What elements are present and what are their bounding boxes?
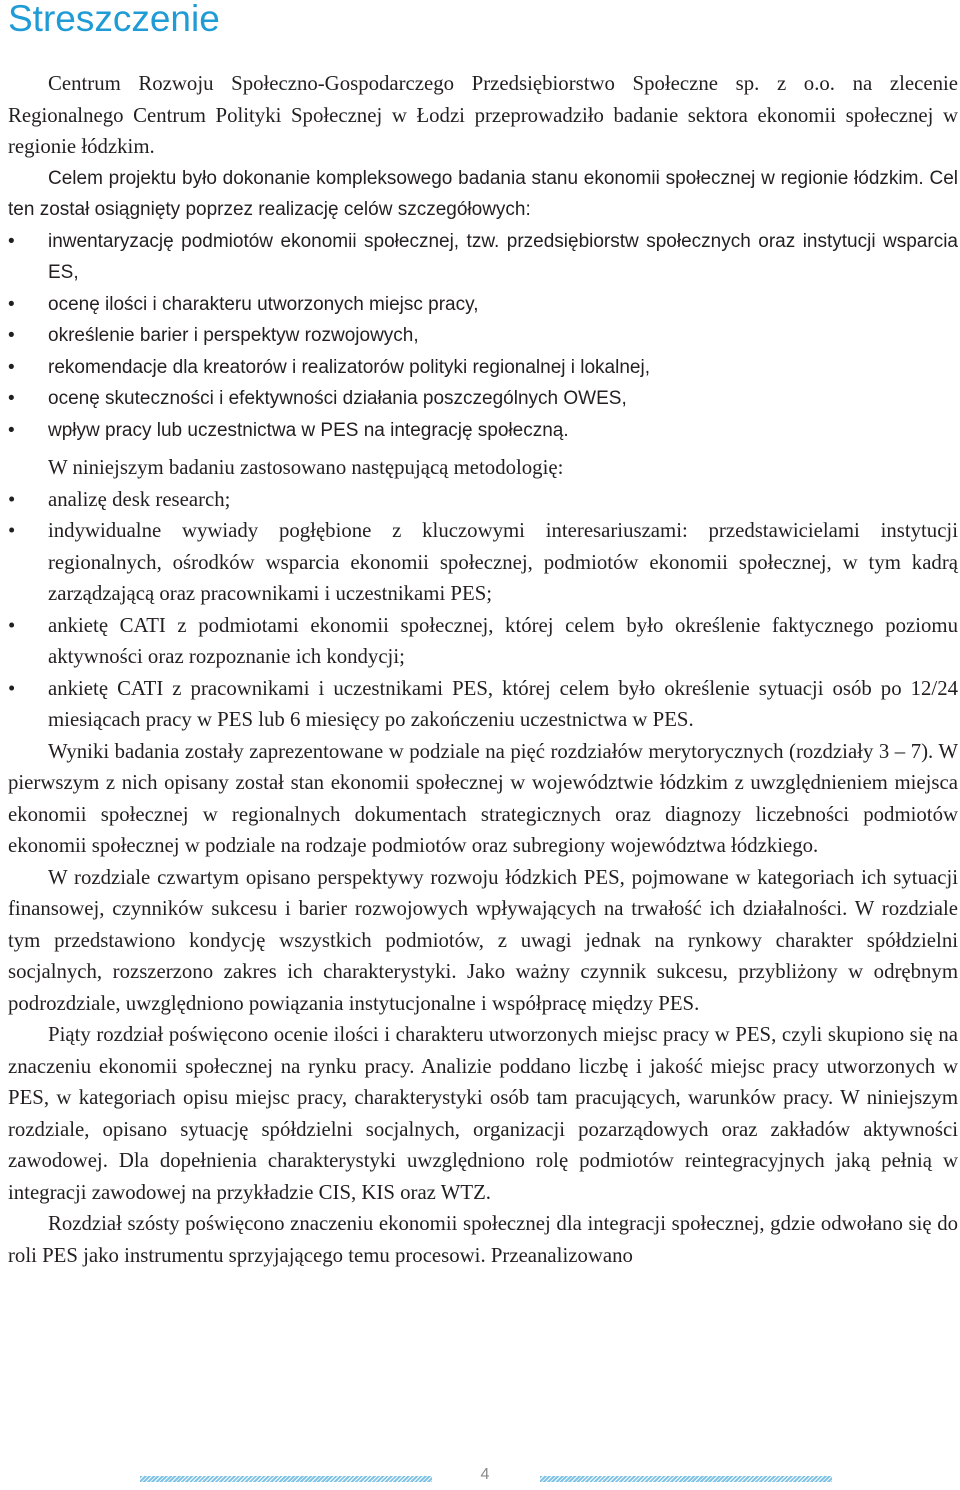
goals-list — [8, 226, 958, 447]
goal-paragraph: Celem projektu było dokonanie kompleksowego badania stanu ekonomii społecznej w regionie łódzkim. Cel ten został osiągnięty poprzez realizację celów szczegółowych: — [8, 167, 958, 220]
list-item: • wpływ pracy lub uczestnictwa w PES na integrację społeczną. — [8, 415, 958, 447]
footer-rule-right — [540, 1476, 832, 1482]
list-item: • ankietę CATI z pracownikami i uczestnikami PES, której celem było określenie sytuacji osób po 12/24 miesiącach pracy w PES lub 6 miesięcy po zakończeniu uczestnictwa w PES. — [8, 673, 958, 736]
page-title: Streszczenie — [8, 0, 220, 39]
list-item: • ocenę ilości i charakteru utworzonych miejsc pracy, — [8, 289, 958, 321]
list-item: • określenie barier i perspektyw rozwojowych, — [8, 320, 958, 352]
list-item: • ankietę CATI z podmiotami ekonomii społecznej, której celem było określenie faktycznego poziomu aktywności oraz rozpoznanie ich kondycji; — [8, 610, 958, 673]
method-intro: W niniejszym badaniu zastosowano następującą metodologię: — [48, 456, 564, 479]
page-footer — [0, 1466, 960, 1490]
list-item: • rekomendacje dla kreatorów i realizatorów polityki regionalnej i lokalnej, — [8, 352, 958, 384]
list-item: • indywidualne wywiady pogłębione z kluczowymi interesariuszami: przedstawicielami instytucji regionalnych, ośrodków wsparcia ekonomii społecznej, podmiotów ekonomii społecznej, w tym kadrą zarządzającą oraz pracownikami i uczestnikami PES; — [8, 515, 958, 610]
list-item: • ocenę skuteczności i efektywności działania poszczególnych OWES, — [8, 383, 958, 415]
chapter-six-paragraph: Rozdział szósty poświęcono znaczeniu ekonomii społecznej dla integracji społecznej, gdzie odwołano się do roli PES jako instrumentu sprzyjającego temu procesowi. Przeanalizowano — [8, 1212, 958, 1267]
list-item: • analizę desk research; — [8, 484, 958, 516]
body-text — [8, 68, 958, 1271]
chapter-five-paragraph: Piąty rozdział poświęcono ocenie ilości i charakteru utworzonych miejsc pracy w PES, czyli skupiono się na znaczeniu ekonomii społecznej na rynku pracy. Analizie poddano liczbę i jakość miejsc pracy utworzonych w PES, w kategoriach opisu miejsc pracy, charakterystyki osób tam pracujących, warunków pracy. W niniejszym rozdziale, opisano sytuację spółdzielni socjalnych, organizacji pozarządowych oraz zakładów aktywności zawodowej. Dla dopełnienia charakterystyki uwzględniono rolę podmiotów reintegracyjnych jaką pełnią w integracji zawodowej na przykładzie CIS, KIS oraz WTZ. — [8, 1023, 958, 1204]
results-paragraph: Wyniki badania zostały zaprezentowane w podziale na pięć rozdziałów merytorycznych (rozdziały 3 – 7). W pierwszym z nich opisany został stan ekonomii społecznej w województwie łódzkim z uwzględnieniem miejsca ekonomii społecznej w regionalnych dokumentach strategicznych oraz diagnozy liczebności podmiotów ekonomii społecznej w podziale na rodzaje podmiotów oraz subregiony województwa łódzkiego. — [8, 739, 958, 857]
footer-rule-left — [140, 1476, 432, 1482]
intro-paragraph: Centrum Rozwoju Społeczno-Gospodarczego Przedsiębiorstwo Społeczne sp. z o.o. na zlecenie Regionalnego Centrum Polityki Społecznej w Łodzi przeprowadziło badanie sektora ekonomii społecznej w regionie łódzkim. — [8, 72, 958, 158]
page-number: 4 — [480, 1466, 490, 1483]
method-list — [8, 484, 958, 736]
chapter-four-paragraph: W rozdziale czwartym opisano perspektywy rozwoju łódzkich PES, pojmowane w kategoriach ich sytuacji finansowej, czynników sukcesu i barier rozwojowych wpływających na trwałość ich działalności. W rozdziale tym przedstawiono kondycję wszystkich podmiotów, z uwagi jednak na rynkowy charakter spółdzielni socjalnych, rozszerzono zakres ich charakterystyki. Jako ważny czynnik sukcesu, przybliżony w odrębnym podrozdziale, uwzględniono powiązania instytucjonalne i współpracę między PES. — [8, 865, 958, 1015]
list-item: • inwentaryzację podmiotów ekonomii społecznej, tzw. przedsiębiorstw społecznych oraz instytucji wsparcia ES, — [8, 226, 958, 289]
